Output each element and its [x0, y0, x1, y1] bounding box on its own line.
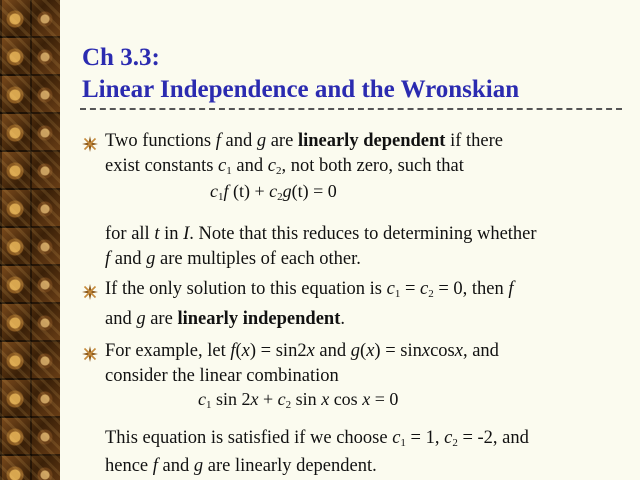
bullet3-line1: For example, let f(x) = sin2x and g(x) = sinxcosx, and: [105, 341, 499, 361]
bullet3-line2: consider the linear combination: [105, 366, 339, 386]
sparkle-icon: [82, 284, 98, 300]
bullet2-line2: and g are linearly independent.: [105, 309, 345, 329]
bullet1-line4: f and g are multiples of each other.: [105, 249, 361, 269]
sparkle-icon: [82, 346, 98, 362]
equation-example: $c_1$ $\sin 2x + c_2$ sin x cos x = 0: [198, 389, 399, 411]
title-divider: [80, 108, 622, 110]
title-line-2: Linear Independence and the Wronskian: [82, 76, 520, 103]
slide-title: [82, 42, 519, 106]
decorative-sidebar: [0, 0, 60, 480]
equation-dependence: $c_1f$ $(t) + c_2g(t) = 0$: [210, 181, 337, 203]
bullet1-line1: Two functions f and g are linearly dependent if there: [105, 131, 503, 151]
bullet3-line4: hence f and g are linearly dependent.: [105, 456, 377, 476]
bullet3-line3: This equation is satisfied if we choose $c_1 = 1$, $c_2 = -2$, and: [105, 428, 529, 449]
bullet1-line3: for all t in I. Note that this reduces to determining whether: [105, 224, 537, 244]
title-line-1: Ch 3.3:: [82, 44, 160, 71]
sparkle-icon: [82, 136, 98, 152]
bullet1-line2: exist constants $c_1$ and $c_2$, not both zero, such that: [105, 156, 464, 177]
bullet2-line1: If the only solution to this equation is $c_1 = c_2 = 0$, then f: [105, 279, 514, 300]
